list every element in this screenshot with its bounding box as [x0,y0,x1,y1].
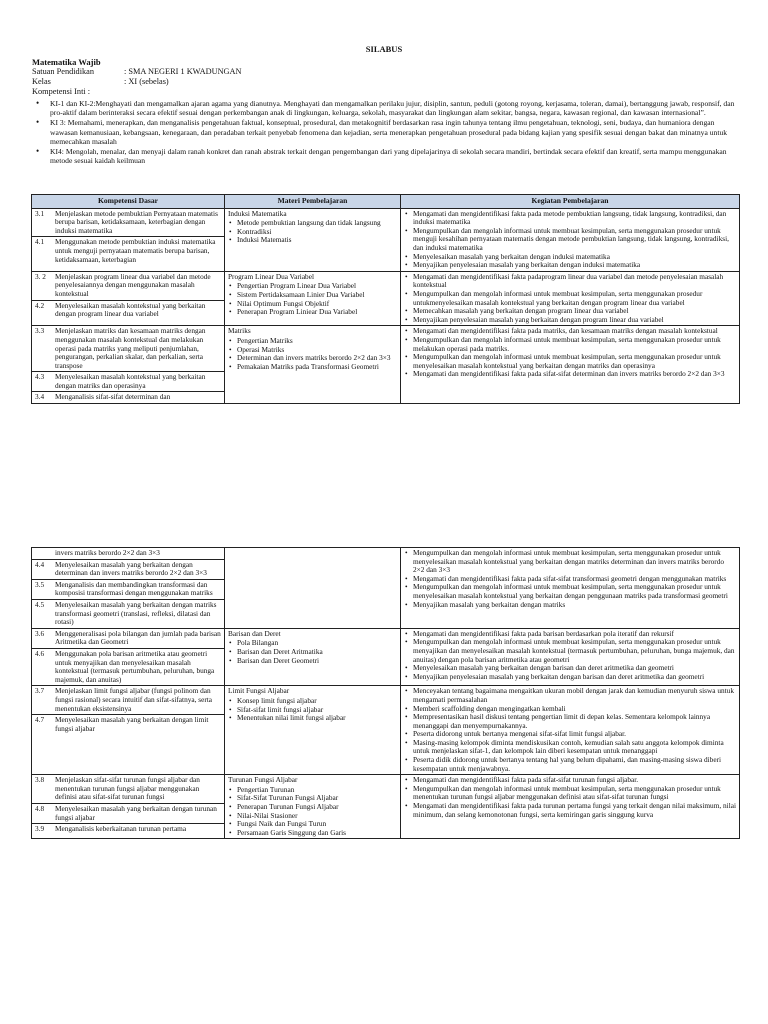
materi-heading: Program Linear Dua Variabel [228,271,314,281]
kd-item [32,392,224,403]
kd-number: 3.1 [35,208,45,218]
kegiatan-item: • Masing-masing kelompok diminta mendiskusikan contoh, kemudian salah satu anggota kelompok diminta untuk menjelaskan sifat-1, dan kelompok lain diberi kesempatan untuk menanggapi [404,739,736,756]
kd-item [32,548,224,560]
kegiatan-item: • Mengamati dan mengidentifikasi fakta pada sifat-sifat transformasi geometri dengan menggunakan matriks [404,575,736,584]
kd-number: 4.5 [35,599,45,609]
materi-item: • Pengertian Matriks [228,337,397,346]
kd-text: Menganalisis dan membandingkan transformasi dan komposisi transformasi dengan menggunakan matriks [55,579,213,598]
kd-text: Menjelaskan program linear dua variabel dan metode penyelesaiannya dengan menggunakan masalah kontekstual [55,271,211,298]
kd-item [32,301,224,320]
kd-number: 3.7 [35,686,45,696]
column-header: Kompetensi Dasar [32,195,225,209]
kd-number: 3.3 [35,326,45,336]
kegiatan-item: • Mengamati dan mengidentifikasi fakta pada metode pembuktian langsung, tidak langsung, kontradiksi, dan induksi matematika [404,210,736,227]
kegiatan-item: • Mengumpulkan dan mengolah informasi untuk membuat kesimpulan, serta menggunakan prosedur untuk menyelesaikan masalah kontekstual yang berkaitan dengan matriks determinan dan invers matriks berordo 2×2 dan 3×3 [404,549,736,575]
kegiatan-item: • Mengumpulkan dan mengolah informasi untuk membuat kesimpulan, serta menggunakan prosedur untuk menentukan turunan fungsi aljabar menggunakan definisi atau sifat-sifat turunan fungsi [404,785,736,802]
kd-number: 3.8 [35,775,45,785]
materi-cell [225,775,401,839]
kegiatan-item: • Menyajikan penyelesaian masalah yang berkaitan dengan barisan dan deret aritmetika dan geometri [404,673,736,682]
meta-value: : XI (sebelas) [124,77,169,86]
kegiatan-list [404,776,736,819]
kegiatan-item: • Memberi scaffolding dengan mengingatkan kembali [404,705,736,714]
kegiatan-item: • Mengamati dan mengidentifikasi fakta pada sifat-sifat determinan dan invers matriks berordo 2×2 dan 3×3 [404,370,736,379]
kegiatan-item: • Mengamati dan mengidentifikasi fakta pada turunan pertama fungsi yang terkait dengan nilai maksimum, nilai minimum, dan selang kemonotonan fungsi, serta kemiringan garis singgung kurva [404,802,736,819]
kegiatan-list [404,273,736,325]
kegiatan-cell [401,628,740,686]
page-2 [0,540,768,1024]
kegiatan-cell [401,548,740,629]
ki-item: • KI 3: Memahami, menerapkan, dan menganalisis pengetahuan faktual, konseptual, prosedural, dan metakognitif berdasarkan rasa ingin tahunya tentang ilmu pengetahuan, teknologi, seni, budaya, dan humaniora dengan wawasan kemanusiaan, kebangsaan, kenegaraan, dan peradaban terkait penyebab fenomena dan kejadian, serta menerapkan pengetahuan prosedural pada bidang kajian yang spesifik sesuai dengan bakat dan minatnya untuk memecahkan masalah [32,118,738,146]
kd-cell [32,686,225,775]
kd-text: Menyelesaikan masalah kontekstual yang berkaitan dengan program linear dua variabel [55,300,206,319]
kd-cell [32,628,225,686]
table-row [32,271,740,326]
table-row [32,548,740,629]
kegiatan-item: • Menyelesaikan masalah yang berkaitan dengan induksi matematika [404,253,736,262]
column-header: Kegiatan Pembelajaran [401,195,740,209]
meta-key: Satuan Pendidikan [32,67,94,76]
materi-cell [225,548,401,629]
ki-item: • KI-1 dan KI-2:Menghayati dan mengamalkan ajaran agama yang dianutnya. Menghayati dan mengamalkan perilaku jujur, disiplin, santun, peduli (gotong royong, kerjasama, toleran, damai), bertanggung jawab, responsif, dan pro-aktif dalam berinteraksi secara efektif sesuai dengan perkembangan anak di lingkungan, keluarga, sekolah, masyarakat dan lingkungan alam sekitar, bangsa, negara, kawasan regional, dan kawasan internasional”. [32,99,738,117]
kd-text: Menggeneralisasi pola bilangan dan jumlah pada barisan Aritmetika dan Geometri [55,628,221,647]
materi-heading: Barisan dan Deret [228,628,281,638]
page-1 [0,0,768,470]
materi-item: • Operasi Matriks [228,346,397,355]
meta-key: Kompetensi Inti : [32,87,91,96]
kd-cell [32,208,225,271]
materi-item: • Sifat-Sifat Turunan Fungsi Aljabar [228,794,397,803]
materi-list [228,219,397,245]
kegiatan-list [404,630,736,682]
kd-cell [32,548,225,629]
materi-item: • Induksi Matematis [228,236,397,245]
kd-text: Menyelesaikan masalah yang berkaitan dengan limit fungsi aljabar [55,715,209,733]
kd-item [32,272,224,301]
kd-number: 3.6 [35,628,45,638]
kd-text: Menyelesaikan masalah yang berkaitan dengan determinan dan invers matriks berordo 2×2 dan 3×3 [55,559,207,578]
materi-item: • Persamaan Garis Singgung dan Garis [228,829,397,838]
kd-number: 4.4 [35,559,45,569]
materi-item: • Pengertian Turunan [228,786,397,795]
materi-item: • Konsep limit fungsi aljabar [228,697,397,706]
kd-text: Menggunakan metode pembuktian induksi matematika untuk menguji pernyataan matematis berupa barisan, ketidaksamaan, keterbagian [55,237,216,264]
syllabus-table [31,194,740,404]
kegiatan-item: • Menyelesaikan masalah yang berkaitan dengan barisan dan deret aritmetika dan geometri [404,664,736,673]
materi-item: • Barisan dan Deret Geometri [228,657,397,666]
kd-text: Menjelaskan limit fungsi aljabar (fungsi polinom dan fungsi rasional) secara intuitif dan sifat-sifatnya, serta menentukan eksistensinya [55,686,213,713]
kd-number: 4.6 [35,648,45,658]
kegiatan-item: • Menyajikan masalah yang berkaitan dengan matriks [404,601,736,610]
kd-number: 4.1 [35,237,45,247]
meta-row [32,77,169,86]
materi-list [228,639,397,665]
kd-text: invers matriks berordo 2×2 dan 3×3 [55,548,160,557]
materi-item: • Penerapan Turunan Fungsi Aljabar [228,803,397,812]
kegiatan-cell [401,775,740,839]
kd-number [35,549,55,558]
kegiatan-item: • Mengamati dan mengidentifikasi fakta padaprogram linear dua variabel dan metode penyelesaian masalah kontekstual [404,273,736,290]
kd-item [32,580,224,600]
table-row [32,686,740,775]
materi-item: • Sistem Pertidaksamaan Linier Dua Variabel [228,291,397,300]
table-row [32,326,740,404]
materi-list [228,282,397,316]
kd-text: Menyelesaikan masalah kontekstual yang berkaitan dengan matriks dan operasinya [55,372,206,390]
kd-number: 3.4 [35,392,45,402]
kegiatan-list [404,549,736,609]
materi-item: • Metode pembuktian langsung dan tidak langsung [228,219,397,228]
kd-text: Menyelesaikan masalah yang berkaitan dengan turunan fungsi aljabar [55,804,217,822]
materi-item: • Pemakaian Matriks pada Transformasi Geometri [228,363,397,372]
kegiatan-item: • Mengumpulkan dan mengolah informasi untuk membuat kesimpulan, serta menggunakan prosedur untuk menyajikan dan menyelesaikan masalah kontekstual (termasuk pertumbuhan, peluruhan, bunga majemuk, dan anuitas) dengan pola barisan aritmetika atau geometri [404,638,736,664]
kegiatan-cell [401,208,740,271]
kd-item [32,326,224,372]
kd-number: 3.5 [35,579,45,589]
kegiatan-item: • Mengumpulkan dan mengolah informasi untuk membuat kesimpulan, serta menggunakan prosedur untuk menyelesaikan masalah kontekstual yang berkaitan dengan penggunaan matriks pada transformasi geometri [404,583,736,600]
materi-cell [225,326,401,404]
kegiatan-cell [401,271,740,326]
materi-list [228,697,397,723]
kd-text: Menjelaskan sifat-sifat turunan fungsi aljabar dan menentukan turunan fungsi aljabar menggunakan definisi atau sifat-sifat turunan fungsi [55,775,200,802]
meta-key: Kelas [32,77,51,86]
kegiatan-item: • Mengumpulkan dan mengolah informasi untuk membuat kesimpulan, serta menggunakan prosedur untuk menguji kesahihan pernyataan matematis dengan metode pembuktian langsung, tidak langsung, kontradiksi, dan induksi matematika [404,227,736,253]
kd-text: Menggunakan pola barisan aritmetika atau geometri untuk menyajikan dan menyelesaikan masalah kontekstual (termasuk pertumbuhan, peluruhan, bunga majemuk, dan anuitas) [55,648,215,684]
meta-row [32,67,242,76]
materi-heading: Limit Fungsi Aljabar [228,686,290,696]
kd-cell [32,326,225,404]
kd-text: Menjelaskan matriks dan kesamaan matriks dengan menggunakan masalah kontekstual dan melakukan operasi pada matriks yang meliputi penjumlahan, pengurangan, perkalian skalar, dan perkalian, serta transpose [55,326,206,370]
materi-heading: Matriks [228,326,251,336]
kd-cell [32,271,225,326]
kd-item [32,600,224,628]
materi-list [228,337,397,371]
kd-number: 4.7 [35,715,45,725]
column-header: Materi Pembelajaran [225,195,401,209]
kegiatan-list [404,210,736,270]
kegiatan-item: • Peserta didik didorong untuk bertanya tentang hal yang belum dipahami, dan masing-masing siswa diberi kesempatan untuk menjawabnya. [404,756,736,773]
subject-name: Matematika Wajib [32,57,101,67]
materi-cell [225,208,401,271]
kegiatan-cell [401,686,740,775]
materi-item: • Sifat-sifat limit fungsi aljabar [228,706,397,715]
kegiatan-cell [401,326,740,404]
materi-item: • Pola Bilangan [228,639,397,648]
kd-number: 4.2 [35,300,45,310]
materi-item: • Determinan dan invers matriks berordo 2×2 dan 3×3 [228,354,397,363]
document-title: SILABUS [365,44,403,54]
materi-item: • Menentukan nilai limit fungsi aljabar [228,714,397,723]
kd-item [32,629,224,649]
kd-item [32,715,224,734]
materi-heading: Turunan Fungsi Aljabar [228,775,298,785]
materi-item: • Nilai-Nilai Stasioner [228,812,397,821]
kegiatan-item: • Peserta didorong untuk bertanya mengenai sifat-sifat limit fungsi aljabar. [404,730,736,739]
kd-item [32,824,224,835]
kd-text: Menganalisis sifat-sifat determinan dan [55,392,171,402]
materi-cell [225,628,401,686]
materi-item: • Fungsi Naik dan Fungsi Turun [228,820,397,829]
kd-item [32,209,224,238]
kd-number: 3.9 [35,824,45,834]
kegiatan-item: • Mengamati dan mengidentifikasi fakta pada matriks, dan kesamaan matriks dengan masalah kontekstual [404,327,736,336]
materi-item: • Kontradiksi [228,228,397,237]
kegiatan-list [404,687,736,773]
kegiatan-item: • Mengumpulkan dan mengolah informasi untuk membuat kesimpulan, serta menggunakan prosedur untuk menyelesaikan masalah kontekstual yang berkaitan dengan matriks dan operasinya [404,353,736,370]
syllabus-table-continued [31,547,740,839]
meta-row [32,87,124,96]
kd-text: Menyelesaikan masalah yang berkaitan dengan matriks transformasi geometri (translasi, refleksi, dilatasi dan rotasi) [55,599,217,627]
kegiatan-item: • Mempresentasikan hasil diskusi tentang pengertian limit di depan kelas. Sementara kelompok lainnya menanggapi dan menyempurnakannya. [404,713,736,730]
table-row [32,628,740,686]
kd-item [32,649,224,685]
kegiatan-item: • Mengamati dan mengidentifikasi fakta pada sifat-sifat turunan fungsi aljabar. [404,776,736,785]
table-row [32,775,740,839]
table-row [32,208,740,271]
materi-item: • Pengertian Program Linear Dua Variabel [228,282,397,291]
kd-item [32,372,224,392]
materi-item: • Penerapan Program Liniear Dua Variabel [228,308,397,317]
kegiatan-item: • Memecahkan masalah yang berkaitan dengan program linear dua variabel [404,307,736,316]
materi-heading: Induksi Matematika [228,208,287,218]
kegiatan-list [404,327,736,379]
kd-text: Menganalisis keberkaitanan turunan pertama [55,824,187,834]
kegiatan-item: • Menyajikan penyelesaian masalah yang berkaitan dengan program linear dua variabel [404,316,736,325]
kd-number: 3. 2 [35,271,46,281]
kd-item [32,775,224,804]
kegiatan-item: • Menceyakan tentang bagaimana mengaitkan ukuran mobil dengan jarak dan kemudian menyuruh siswa untuk mengamati permasalahan [404,687,736,704]
kegiatan-item: • Mengumpulkan dan mengolah informasi untuk membuat kesimpulan, serta menggunakan prosedur untuk melakukan operasi pada matriks. [404,336,736,353]
kegiatan-item: • Mengamati dan mengidentifikasi fakta pada barisan berdasarkan pola iteratif dan rekursif [404,630,736,639]
materi-cell [225,686,401,775]
materi-cell [225,271,401,326]
kegiatan-item: • Menyajikan penyelesaian masalah yang berkaitan dengan induksi matematika [404,261,736,270]
materi-item: • Barisan dan Deret Aritmatika [228,648,397,657]
ki-item: • KI4: Mengolah, menalar, dan menyaji dalam ranah konkret dan ranah abstrak terkait dengan pengembangan dari yang dipelajarinya di sekolah secara mandiri, bertindak secara efektif dan kreatif, serta mampu menggunakan metode sesuai kaidah keilmuan [32,147,738,165]
kd-number: 4.3 [35,372,45,382]
meta-value: : SMA NEGERI 1 KWADUNGAN [124,67,242,76]
kd-item [32,804,224,824]
kompetensi-inti-list [32,99,738,166]
kd-cell [32,775,225,839]
kd-item [32,560,224,580]
kd-item [32,686,224,715]
kegiatan-item: • Mengumpulkan dan mengolah informasi untuk membuat kesimpulan, serta menggunakan prosedur untukmenyelesaikan masalah kontekstual yang berkaitan dengan program linear dua variabel [404,290,736,307]
materi-item: • Nilai Optimum Fungsi Objektif [228,300,397,309]
kd-item [32,237,224,265]
materi-list [228,786,397,838]
kd-number: 4.8 [35,804,45,814]
kd-text: Menjelaskan metode pembuktian Pernyataan matematis berupa barisan, ketidaksamaan, keterbagian dengan induksi matematika [55,208,218,235]
